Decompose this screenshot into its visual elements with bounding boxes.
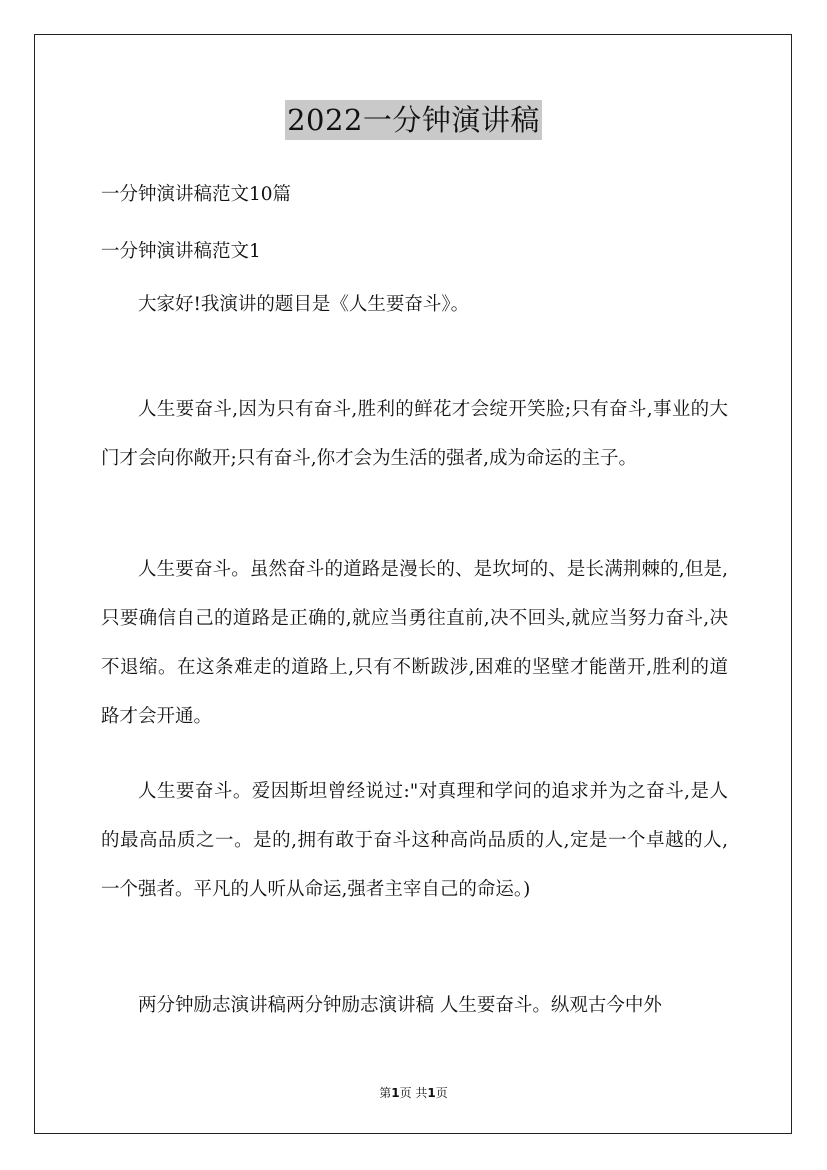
paragraph-2: 人生要奋斗。虽然奋斗的道路是漫长的、是坎坷的、是长满荆棘的,但是,只要确信自己的道路是正确的,就应当勇往直前,决不回头,就应当努力奋斗,决不退缩。在这条难走的道路上,只有不断跋涉,困难的坚壁才能凿开,胜利的道路才会开通。 [101, 559, 728, 727]
title-wrap [0, 100, 827, 140]
footer-prefix: 第 [379, 1086, 392, 1100]
section-heading: 一分钟演讲稿范文1 [101, 241, 261, 262]
paragraph-1: 人生要奋斗,因为只有奋斗,胜利的鲜花才会绽开笑脸;只有奋斗,事业的大门才会向你敞开;只有奋斗,你才会为生活的强者,成为命运的主子。 [101, 399, 728, 469]
page-footer [0, 1084, 827, 1101]
paragraph-4: 两分钟励志演讲稿两分钟励志演讲稿 人生要奋斗。纵观古今中外 [138, 995, 662, 1016]
paragraph-greeting: 大家好!我演讲的题目是《人生要奋斗》。 [138, 294, 470, 315]
footer-suffix: 页 [435, 1086, 448, 1100]
document-title: 2022一分钟演讲稿 [285, 100, 542, 140]
paragraph-3: 人生要奋斗。爱因斯坦曾经说过:"对真理和学问的追求并为之奋斗,是人的最高品质之一。是的,拥有敢于奋斗这种高尚品质的人,定是一个卓越的人,一个强者。平凡的人听从命运,强者主宰自己的命运。) [101, 781, 728, 900]
footer-total-pages: 1 [427, 1086, 436, 1100]
document-subtitle: 一分钟演讲稿范文10篇 [101, 184, 292, 205]
footer-page-number: 1 [391, 1086, 400, 1100]
footer-mid: 页 共 [399, 1086, 428, 1100]
